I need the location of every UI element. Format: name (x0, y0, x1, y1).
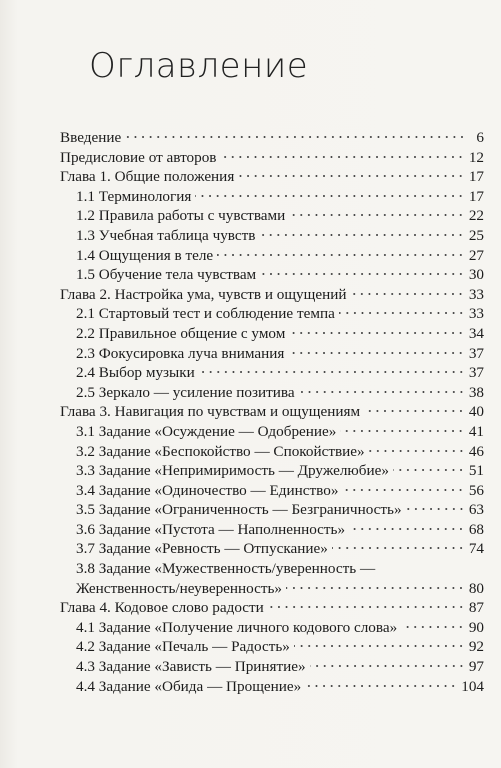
dot-leader (260, 272, 465, 276)
toc-entry[interactable] (60, 344, 484, 364)
toc-entry-label: 4.4 Задание «Обида — Прощение» (76, 677, 302, 695)
toc-entry[interactable] (60, 618, 484, 638)
toc-entry[interactable] (60, 226, 484, 246)
toc-entry-label: Женственность/неуверенность» (76, 579, 283, 597)
dot-leader (332, 546, 465, 550)
toc-entry-label: 1.5 Обучение тела чувствам (76, 266, 257, 284)
toc-entry[interactable] (60, 677, 484, 697)
toc-entry-page-number: 63 (468, 501, 484, 519)
toc-entry-label: 4.3 Задание «Зависть — Принятие» (76, 658, 306, 676)
toc-entry[interactable] (60, 285, 484, 305)
toc-entry-label: 3.8 Задание «Мужественность/уверенность — (76, 560, 376, 578)
dot-leader (401, 625, 465, 629)
dot-leader (217, 253, 465, 257)
dot-leader (268, 605, 465, 609)
dot-leader (259, 233, 464, 237)
dot-leader (369, 449, 465, 453)
toc-entry[interactable] (60, 128, 484, 148)
toc-entry[interactable] (60, 304, 484, 324)
dot-leader (299, 390, 465, 394)
toc-entry-page-number: 17 (468, 168, 484, 186)
dot-leader (364, 409, 465, 413)
toc-entry-label: Глава 1. Общие положения (60, 168, 235, 186)
toc-entry[interactable] (60, 461, 484, 481)
toc-entry-label: Глава 2. Настройка ума, чувств и ощущений (60, 285, 347, 303)
dot-leader (289, 213, 465, 217)
toc-entry[interactable] (60, 187, 484, 207)
toc-entry-page-number: 33 (468, 285, 484, 303)
toc-entry-page-number: 37 (468, 344, 484, 362)
toc-entry-page-number: 30 (468, 266, 484, 284)
toc-entry-page-number: 97 (468, 658, 484, 676)
table-of-contents (60, 128, 484, 696)
toc-entry[interactable] (60, 422, 484, 442)
toc-entry-label: 3.6 Задание «Пустота — Наполненность» (76, 520, 346, 538)
toc-entry-label: 1.4 Ощущения в теле (76, 246, 214, 264)
toc-entry-page-number: 56 (468, 481, 484, 499)
dot-leader (350, 292, 464, 296)
dot-leader (286, 586, 465, 590)
toc-entry-page-number: 22 (468, 207, 484, 225)
dot-leader (288, 351, 465, 355)
toc-entry-page-number: 25 (468, 226, 484, 244)
dot-leader (342, 488, 464, 492)
toc-entry-label: 3.4 Задание «Одиночество — Единство» (76, 481, 339, 499)
toc-entry[interactable] (60, 246, 484, 266)
toc-entry[interactable] (60, 148, 484, 168)
toc-entry-label: 2.1 Стартовый тест и соблюдение темпа (76, 305, 335, 323)
toc-entry[interactable] (60, 539, 484, 559)
toc-entry-label: 1.1 Терминология (76, 187, 192, 205)
toc-entry-page-number: 104 (461, 677, 484, 695)
toc-entry-label: 4.1 Задание «Получение личного кодового слова» (76, 618, 398, 636)
toc-entry-page-number: 17 (468, 187, 484, 205)
toc-entry-label: 3.3 Задание «Непримиримость — Дружелюбие» (76, 462, 389, 480)
toc-entry[interactable] (60, 383, 484, 403)
toc-entry-label: 3.1 Задание «Осуждение — Одобрение» (76, 422, 337, 440)
toc-entry-page-number: 38 (468, 383, 484, 401)
toc-entry[interactable] (60, 206, 484, 226)
toc-entry[interactable] (60, 598, 484, 618)
dot-leader (340, 429, 464, 433)
dot-leader (199, 370, 465, 374)
dot-leader (294, 644, 465, 648)
toc-entry-page-number: 40 (468, 403, 484, 421)
toc-entry[interactable] (60, 657, 484, 677)
toc-entry-label: 1.3 Учебная таблица чувств (76, 226, 256, 244)
toc-entry-label: Предисловие от авторов (60, 148, 217, 166)
toc-entry-page-number: 6 (476, 129, 484, 146)
toc-entry-label: Введение (60, 129, 122, 146)
toc-entry-label: 3.7 Задание «Ревность — Отпускание» (76, 540, 328, 558)
toc-entry[interactable] (60, 167, 484, 187)
toc-entry-label: 1.2 Правила работы с чувствами (76, 207, 286, 225)
dot-leader (310, 664, 465, 668)
toc-entry[interactable] (60, 637, 484, 657)
dot-leader (125, 135, 466, 139)
toc-entry-page-number: 68 (468, 520, 484, 538)
toc-entry-page-number: 46 (468, 442, 484, 460)
dot-leader (339, 311, 465, 315)
toc-entry-label: 2.4 Выбор музыки (76, 364, 195, 382)
dot-leader (305, 684, 457, 688)
dot-leader (406, 507, 465, 511)
toc-entry-page-number: 33 (468, 305, 484, 323)
toc-entry-label: Глава 3. Навигация по чувствам и ощущениям (60, 403, 361, 421)
toc-entry-label: 2.3 Фокусировка луча внимания (76, 344, 285, 362)
toc-entry-label: Глава 4. Кодовое слово радости (60, 599, 264, 617)
toc-entry-page-number: 90 (468, 618, 484, 636)
page-title: Оглавление (89, 46, 309, 86)
toc-entry[interactable] (60, 402, 484, 422)
toc-entry-label: 2.2 Правильное общение с умом (76, 324, 286, 342)
toc-entry-page-number: 80 (468, 579, 484, 597)
toc-entry[interactable] (60, 481, 484, 501)
toc-entry-page-number: 34 (468, 324, 484, 342)
toc-entry-label: 2.5 Зеркало — усиление позитива (76, 383, 295, 401)
toc-entry-page-number: 92 (468, 638, 484, 656)
toc-entry-page-number: 12 (468, 148, 484, 166)
toc-entry[interactable] (60, 442, 484, 462)
dot-leader (393, 468, 465, 472)
dot-leader (289, 331, 464, 335)
toc-entry-page-number: 74 (468, 540, 484, 558)
toc-entry-label: 3.2 Задание «Беспокойство — Спокойствие» (76, 442, 365, 460)
toc-entry[interactable] (60, 579, 484, 599)
dot-leader (195, 194, 464, 198)
toc-entry[interactable] (60, 363, 484, 383)
dot-leader (238, 174, 465, 178)
dot-leader (349, 527, 465, 531)
toc-entry-line (60, 559, 484, 579)
toc-entry-page-number: 41 (468, 422, 484, 440)
toc-entry-page-number: 37 (468, 364, 484, 382)
dot-leader (220, 155, 464, 159)
toc-entry-label: 4.2 Задание «Печаль — Радость» (76, 638, 290, 656)
toc-entry[interactable] (60, 324, 484, 344)
toc-entry[interactable] (60, 265, 484, 285)
toc-entry[interactable] (60, 500, 484, 520)
toc-entry-label: 3.5 Задание «Ограниченность — Безграничность» (76, 501, 402, 519)
toc-entry-page-number: 27 (468, 246, 484, 264)
toc-entry[interactable] (60, 520, 484, 540)
toc-entry-page-number: 51 (468, 462, 484, 480)
toc-entry-page-number: 87 (468, 599, 484, 617)
